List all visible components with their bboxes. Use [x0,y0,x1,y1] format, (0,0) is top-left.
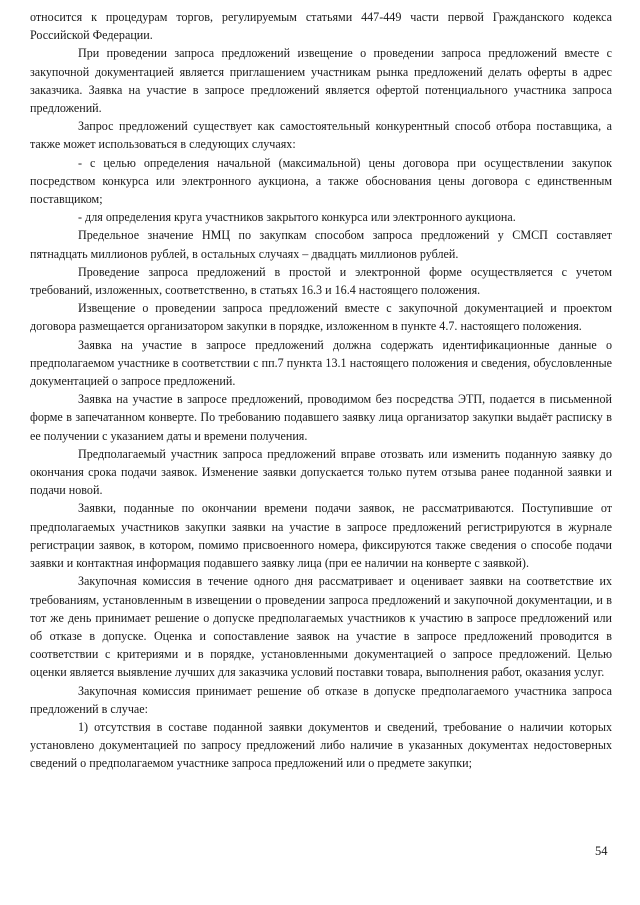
paragraph: Закупочная комиссия принимает решение об отказе в допуске предполагаемого участника запроса предложений в случае: [30,683,612,716]
paragraph: Предполагаемый участник запроса предложений вправе отозвать или изменить поданную заявку до окончания срока подачи заявок. Изменение заявки допускается только путем отзыва ранее поданной заявки и подачи новой. [30,446,612,498]
paragraph: Предельное значение НМЦ по закупкам способом запроса предложений у СМСП составляет пятнадцать миллионов рублей, в остальных случаях – двадцать миллионов рублей. [30,228,612,261]
paragraph: Заявка на участие в запросе предложений, проводимом без посредства ЭТП, подается в письменной форме в запечатанном конверте. По требованию подавшего заявку лица организатор закупки выдаёт расписку в ее получении с указанием даты и времени получения. [30,392,612,443]
list-item: 1) отсутствия в составе поданной заявки документов и сведений, требование о наличии которых установлено документацией по запросу предложений либо наличие в указанных документах недостоверных сведений о предполагаемом участнике запроса предложений или о предмете закупки; [30,719,612,771]
paragraph: относится к процедурам торгов, регулируемым статьями 447-449 части первой Гражданского кодекса Российской Федерации. [30,10,612,43]
list-item: - для определения круга участников закрытого конкурса или электронного аукциона. [78,210,516,225]
paragraph: Запрос предложений существует как самостоятельный конкурентный способ отбора поставщика, а также может использоваться в следующих случаях: [30,119,612,152]
paragraph: Извещение о проведении запроса предложений вместе с закупочной документацией и проектом договора размещается организатором закупки в порядке, изложенном в пункте 4.7. настоящего положения. [30,301,612,334]
paragraph: Заявки, поданные по окончании времени подачи заявок, не рассматриваются. Поступившие от предполагаемых участников закупки заявки на участие в запросе предложений регистрируются в журнале регистрации заявок, в котором, помимо присвоенного номера, фиксируются также сведения о способе подачи заявки и контактная информация подавшего заявку лица (при ее наличии на конверте с заявкой). [30,501,612,571]
paragraph: Закупочная комиссия в течение одного дня рассматривает и оценивает заявки на соответствие их требованиям, установленным в извещении о проведении запроса предложений и закупочной документации, и в тот же день принимает решение о допуске предполагаемых участников к участию в запросе предложений или об отказе в допуске. Оценка и сопоставление заявок на участие в запросе предложений проводится в соответствии с критериями и в порядке, установленными документацией о запросе предложений. Целью оценки является выявление лучших для заказчика условий поставки товара, выполнения работ, оказания услуг. [30,574,612,680]
body-text [30,8,612,773]
paragraph: При проведении запроса предложений извещение о проведении запроса предложений вместе с закупочной документацией является приглашением участникам рынка предложений делать оферты в адрес заказчика. Заявка на участие в запросе предложений является офертой потенциального участника запроса предложений. [30,46,612,116]
list-item: - с целью определения начальной (максимальной) цены договора при осуществлении закупок посредством конкурса или электронного аукциона, а также обоснования цены договора с единственным поставщиком; [30,155,612,207]
page-number: 54 [595,844,608,858]
paragraph: Проведение запроса предложений в простой и электронной форме осуществляется с учетом требований, изложенных, соответственно, в статьях 16.3 и 16.4 настоящего положения. [30,264,612,298]
paragraph: Заявка на участие в запросе предложений должна содержать идентификационные данные о предполагаемом участнике в соответствии с пп.7 пункта 13.1 настоящего положения и сведения, обусловленные документацией о запросе предложений. [30,337,612,389]
